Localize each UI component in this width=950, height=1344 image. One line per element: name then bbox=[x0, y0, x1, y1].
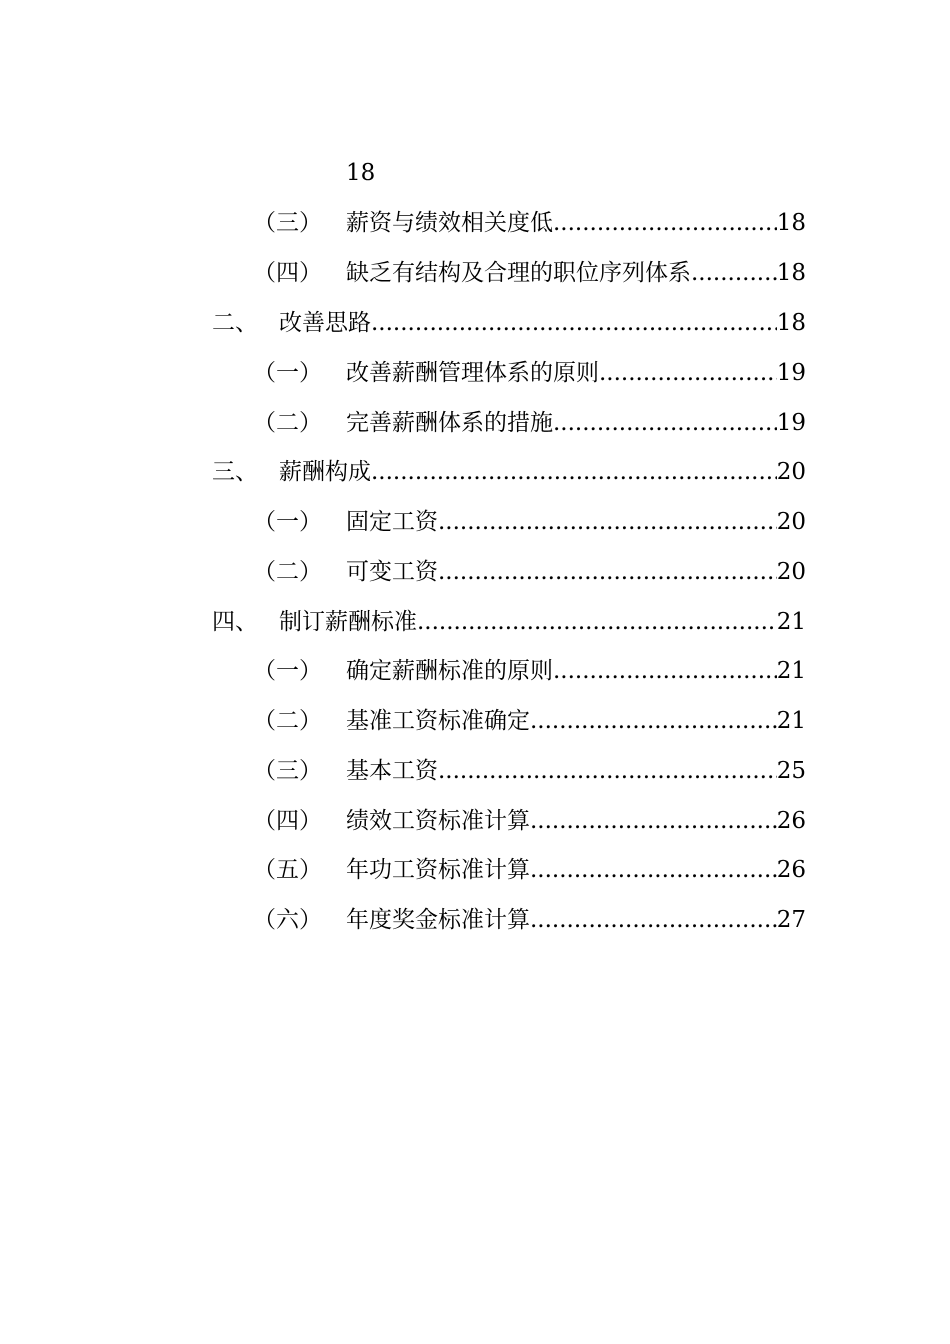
toc-entry-number: （一） bbox=[253, 360, 322, 386]
toc-leader-dots bbox=[553, 408, 777, 438]
toc-entry-3-2[interactable] bbox=[253, 557, 806, 587]
toc-leader-dots bbox=[371, 457, 777, 487]
toc-entry-page: 18 bbox=[776, 260, 806, 286]
toc-entry-4-5[interactable] bbox=[253, 855, 806, 885]
toc-leader-dots bbox=[530, 905, 777, 935]
toc-entry-number: （一） bbox=[253, 509, 322, 535]
toc-leader-dots bbox=[530, 855, 777, 885]
toc-entry-number: （四） bbox=[253, 808, 322, 834]
toc-entry-4-6[interactable] bbox=[253, 905, 806, 935]
toc-entry-2-2[interactable] bbox=[253, 408, 806, 438]
toc-entry-number: （五） bbox=[253, 857, 322, 883]
toc-entry-title: 年度奖金标准计算 bbox=[346, 907, 530, 933]
toc-entry-title: 缺乏有结构及合理的职位序列体系 bbox=[346, 260, 691, 286]
toc-entry-title: 薪资与绩效相关度低 bbox=[346, 210, 553, 236]
toc-entry-title: 薪酬构成 bbox=[279, 459, 371, 485]
toc-entry-title: 绩效工资标准计算 bbox=[346, 808, 530, 834]
toc-entry-title: 确定薪酬标准的原则 bbox=[346, 658, 553, 684]
toc-entry-4-2[interactable] bbox=[253, 706, 806, 736]
toc-entry-page: 20 bbox=[776, 559, 806, 585]
toc-entry-number: 四、 bbox=[212, 609, 258, 635]
toc-entry-3-3[interactable] bbox=[253, 208, 806, 238]
toc-entry-page: 19 bbox=[776, 360, 806, 386]
toc-entry-number: （六） bbox=[253, 907, 322, 933]
toc-leader-dots bbox=[530, 806, 777, 836]
toc-entry-number: （三） bbox=[253, 210, 322, 236]
toc-leader-dots bbox=[438, 756, 777, 786]
toc-entry-title: 固定工资 bbox=[346, 509, 438, 535]
toc-entry-title: 基本工资 bbox=[346, 758, 438, 784]
toc-entry-page: 25 bbox=[776, 758, 806, 784]
toc-leader-dots bbox=[530, 706, 777, 736]
toc-entry-page: 18 bbox=[776, 310, 806, 336]
toc-entry-section-2[interactable] bbox=[212, 308, 806, 338]
toc-entry-number: （二） bbox=[253, 559, 322, 585]
toc-leader-dots bbox=[553, 208, 777, 238]
toc-entry-page: 21 bbox=[776, 708, 806, 734]
toc-entry-page: 21 bbox=[776, 658, 806, 684]
toc-entry-2-1[interactable] bbox=[253, 358, 806, 388]
toc-entry-4-3[interactable] bbox=[253, 756, 806, 786]
toc-entry-title: 完善薪酬体系的措施 bbox=[346, 410, 553, 436]
toc-entry-title: 年功工资标准计算 bbox=[346, 857, 530, 883]
toc-leader-dots bbox=[553, 656, 777, 686]
toc-entry-3-4[interactable] bbox=[253, 258, 806, 288]
toc-entry-title: 改善思路 bbox=[279, 310, 371, 336]
toc-entry-4-4[interactable] bbox=[253, 806, 806, 836]
toc-entry-number: （二） bbox=[253, 708, 322, 734]
toc-entry-number: （三） bbox=[253, 758, 322, 784]
toc-entry-page: 20 bbox=[776, 509, 806, 535]
toc-entry-number: 二、 bbox=[212, 310, 258, 336]
toc-entry-page: 26 bbox=[776, 808, 806, 834]
toc-entry-number: （四） bbox=[253, 260, 322, 286]
toc-entry-page: 18 bbox=[776, 210, 806, 236]
toc-entry-3-1[interactable] bbox=[253, 507, 806, 537]
toc-entry-title: 可变工资 bbox=[346, 559, 438, 585]
toc-entry-page: 26 bbox=[776, 857, 806, 883]
toc-leader-dots bbox=[691, 258, 777, 288]
toc-leader-dots bbox=[417, 607, 777, 637]
toc-entry-page: 21 bbox=[776, 609, 806, 635]
toc-entry-section-4[interactable] bbox=[212, 607, 806, 637]
toc-entry-section-3[interactable] bbox=[212, 457, 806, 487]
toc-entry-page: 20 bbox=[776, 459, 806, 485]
toc-entry-number: 三、 bbox=[212, 459, 258, 485]
toc-leader-dots bbox=[371, 308, 777, 338]
toc-entry-4-1[interactable] bbox=[253, 656, 806, 686]
toc-entry-page: 19 bbox=[776, 410, 806, 436]
continued-page-number: 18 bbox=[346, 160, 376, 186]
toc-entry-title: 制订薪酬标准 bbox=[279, 609, 417, 635]
toc-entry-page: 27 bbox=[776, 907, 806, 933]
toc-leader-dots bbox=[599, 358, 777, 388]
toc-entry-number: （一） bbox=[253, 658, 322, 684]
toc-entry-number: （二） bbox=[253, 410, 322, 436]
toc-leader-dots bbox=[438, 507, 777, 537]
toc-leader-dots bbox=[438, 557, 777, 587]
toc-entry-title: 改善薪酬管理体系的原则 bbox=[346, 360, 599, 386]
toc-entry-title: 基准工资标准确定 bbox=[346, 708, 530, 734]
